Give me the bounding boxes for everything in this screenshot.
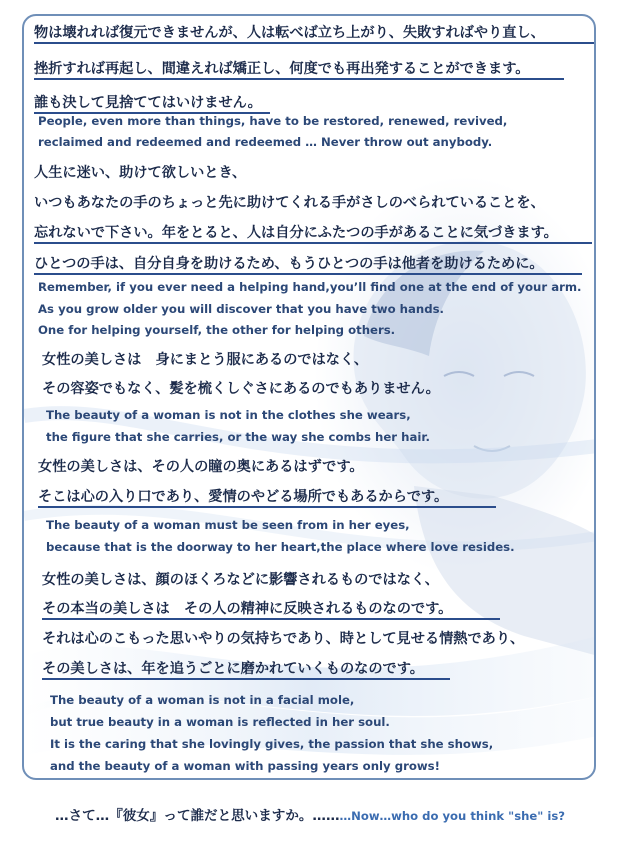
en-line: The beauty of a woman is not in a facial mole, bbox=[50, 693, 355, 707]
quote-frame bbox=[22, 14, 596, 780]
jp-line: 女性の美しさは、顔のほくろなどに影響されるものではなく、 bbox=[42, 572, 439, 588]
jp-line: 物は壊れれば復元できませんが、人は転べば立ち上がり、失敗すればやり直し、 bbox=[34, 22, 594, 44]
en-line: Remember, if you ever need a helping hand,you’ll find one at the end of your arm. bbox=[38, 280, 582, 294]
jp-line: それは心のこもった思いやりの気持ちであり、時として見せる情熱であり、 bbox=[42, 631, 525, 647]
jp-line: 忘れないで下さい。年をとると、人は自分にふたつの手があることに気づきます。 bbox=[34, 222, 592, 244]
en-line: People, even more than things, have to be restored, renewed, revived, bbox=[38, 114, 508, 128]
en-line: but true beauty in a woman is reflected in her soul. bbox=[50, 715, 390, 729]
jp-line: ひとつの手は、自分自身を助けるため、もうひとつの手は他者を助けるために。 bbox=[34, 253, 582, 275]
en-line: because that is the doorway to her heart,the place where love resides. bbox=[46, 540, 515, 554]
jp-line: その容姿でもなく、髪を梳くしぐさにあるのでもありません。 bbox=[42, 381, 440, 397]
en-line: One for helping yourself, the other for helping others. bbox=[38, 323, 396, 337]
jp-line: 女性の美しさは、その人の瞳の奥にあるはずです。 bbox=[38, 459, 364, 475]
en-line: As you grow older you will discover that you have two hands. bbox=[38, 302, 444, 316]
en-line: The beauty of a woman must be seen from in her eyes, bbox=[46, 518, 410, 532]
closing-question-jp: …さて…『彼女』って誰だと思いますか。…… bbox=[55, 808, 340, 824]
jp-line: その美しさは、年を追うごとに磨かれていくものなのです。 bbox=[42, 658, 450, 680]
en-line: the figure that she carries, or the way she combs her hair. bbox=[46, 430, 430, 444]
closing-question bbox=[0, 804, 620, 824]
jp-line: 誰も決して見捨ててはいけません。 bbox=[34, 92, 270, 114]
jp-line: その本当の美しさは その人の精神に反映されるものなのです。 bbox=[42, 598, 500, 620]
en-line: and the beauty of a woman with passing years only grows! bbox=[50, 759, 440, 773]
closing-question-en: …Now…who do you think "she" is? bbox=[339, 809, 565, 823]
en-line: The beauty of a woman is not in the clothes she wears, bbox=[46, 408, 411, 422]
jp-line: いつもあなたの手のちょっと先に助けてくれる手がさしのべられていることを、 bbox=[34, 195, 545, 211]
en-line: It is the caring that she lovingly gives, the passion that she shows, bbox=[50, 737, 494, 751]
jp-line: 人生に迷い、助けて欲しいとき、 bbox=[34, 165, 247, 181]
jp-line: そこは心の入り口であり、愛情のやどる場所でもあるからです。 bbox=[38, 486, 496, 508]
jp-line: 女性の美しさは 身にまとう服にあるのではなく、 bbox=[42, 352, 369, 368]
en-line: reclaimed and redeemed and redeemed … Never throw out anybody. bbox=[38, 135, 493, 149]
jp-line: 挫折すれば再起し、間違えれば矯正し、何度でも再出発することができます。 bbox=[34, 58, 564, 80]
